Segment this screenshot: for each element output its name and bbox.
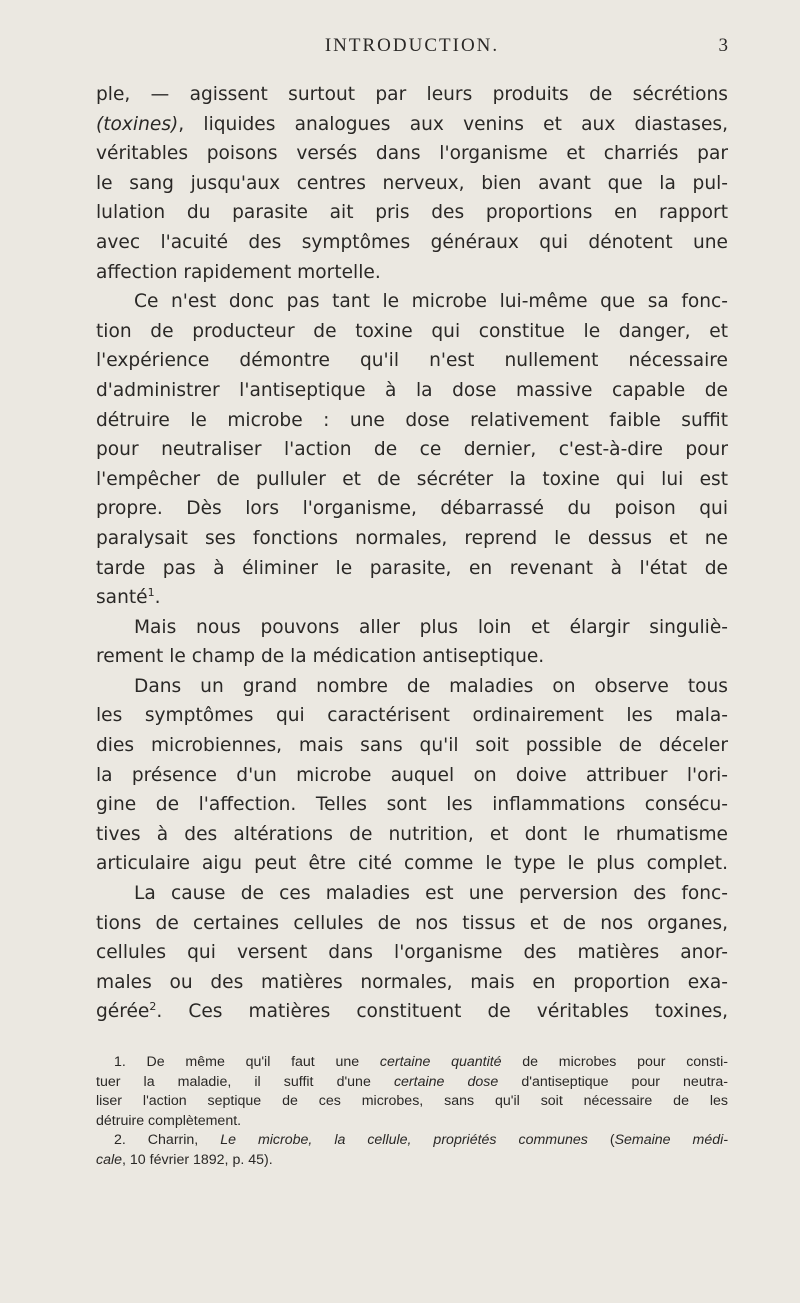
italic-title: Semaine médi- — [614, 1132, 728, 1149]
text-line: ple, — agissent surtout par leurs produits de sécrétions — [96, 84, 728, 105]
text-span: tuer la maladie, il suffit d'une — [96, 1073, 394, 1090]
paragraph-start: Ce n'est donc pas tant le microbe lui-même que sa fonc- — [134, 291, 728, 313]
text-span: , 10 février 1892, p. 45). — [122, 1151, 273, 1168]
footnote-2 — [96, 1131, 728, 1151]
italic-title: cale — [96, 1151, 123, 1168]
text-line: la présence d'un microbe auquel on doive attribuer l'ori- — [96, 764, 728, 786]
text-line: rement le champ de la médication antiseptique. — [96, 646, 545, 668]
paragraph-start: La cause de ces maladies est une perversion des fonc- — [134, 883, 728, 905]
text-span: ( — [587, 1132, 615, 1149]
text-line — [96, 997, 728, 1027]
text-line: détruire le microbe : une dose relativement faible suffit — [96, 409, 728, 431]
italic-term: (toxines) — [96, 113, 179, 135]
text-line: cellules qui versent dans l'organisme des matières anor- — [96, 942, 728, 964]
text-span: 2. Charrin, — [114, 1132, 221, 1149]
text-span: 1. De même qu'il faut une — [114, 1054, 380, 1070]
text-line: d'administrer l'antiseptique à la dose massive capable de — [96, 379, 728, 401]
text-line: lulation du parasite ait pris des proportions en rapport — [96, 202, 728, 224]
text-line: le sang jusqu'aux centres nerveux, bien avant que la pul- — [96, 172, 728, 194]
text-line: tion de producteur de toxine qui constitue le danger, et — [96, 320, 728, 342]
text-line: tarde pas à éliminer le parasite, en revenant à l'état de — [96, 557, 728, 579]
paragraph-start: Mais nous pouvons aller plus loin et élargir singuliè- — [134, 616, 728, 638]
main-text — [96, 80, 728, 1027]
text-line: propre. Dès lors l'organisme, débarrassé du poison qui — [96, 498, 728, 520]
text-line: dies microbiennes, mais sans qu'il soit possible de déceler — [96, 735, 728, 757]
text-line: pour neutraliser l'action de ce dernier, c'est-à-dire pour — [96, 439, 728, 461]
text-line: articulaire aigu peut être cité comme le type le plus complet. — [96, 853, 728, 875]
text-line: gine de l'affection. Telles sont les inflammations consécu- — [96, 794, 728, 816]
text-line: les symptômes qui caractérisent ordinairement les mala- — [96, 705, 728, 727]
paragraph-start: Dans un grand nombre de maladies on observe tous — [134, 675, 728, 697]
text-line: l'empêcher de pulluler et de sécréter la toxine qui lui est — [96, 468, 728, 490]
italic-term: certaine dose — [393, 1073, 499, 1090]
text-line: paralysait ses fonctions normales, reprend le dessus et ne — [96, 527, 728, 549]
text-line: affection rapidement mortelle. — [96, 261, 381, 283]
footnote-ref: 2 — [149, 1000, 157, 1014]
page-header — [96, 35, 728, 65]
text-line: males ou des matières normales, mais en proportion exa- — [96, 971, 728, 993]
footnote-line: détruire complètement. — [96, 1112, 242, 1129]
text-span: . Ces matières constituent de véritables toxines, — [156, 1001, 728, 1023]
footnote-line — [96, 1073, 728, 1093]
footnote-ref: 1 — [147, 585, 155, 599]
footnotes — [96, 1053, 728, 1171]
text-span: d'antiseptique pour neutra- — [498, 1073, 728, 1090]
footnote-line: liser l'action septique de ces microbes, sans qu'il soit nécessaire de les — [96, 1093, 728, 1110]
footnote-line — [96, 1151, 728, 1171]
running-title: INTRODUCTION. — [324, 35, 500, 56]
text-line: l'expérience démontre qu'il n'est nullement nécessaire — [96, 350, 728, 372]
italic-term: certaine quantité — [379, 1054, 502, 1070]
text-span: . — [154, 587, 161, 609]
text-line — [96, 583, 728, 613]
text-line — [96, 110, 728, 140]
text-line: véritables poisons versés dans l'organisme et charriés par — [96, 143, 728, 165]
footnote-1 — [96, 1053, 728, 1073]
text-span: , liquides analogues aux venins et aux diastases, — [178, 113, 728, 135]
text-span: gérée — [96, 1001, 150, 1023]
text-span: santé — [96, 587, 148, 609]
text-span: de microbes pour consti- — [501, 1054, 728, 1070]
text-line: tions de certaines cellules de nos tissus et de nos organes, — [96, 912, 728, 934]
text-line: avec l'acuité des symptômes généraux qui dénotent une — [96, 231, 728, 253]
italic-title: Le microbe, la cellule, propriétés communes — [220, 1132, 588, 1149]
page-number: 3 — [718, 35, 728, 56]
text-line: tives à des altérations de nutrition, et dont le rhumatisme — [96, 823, 728, 845]
